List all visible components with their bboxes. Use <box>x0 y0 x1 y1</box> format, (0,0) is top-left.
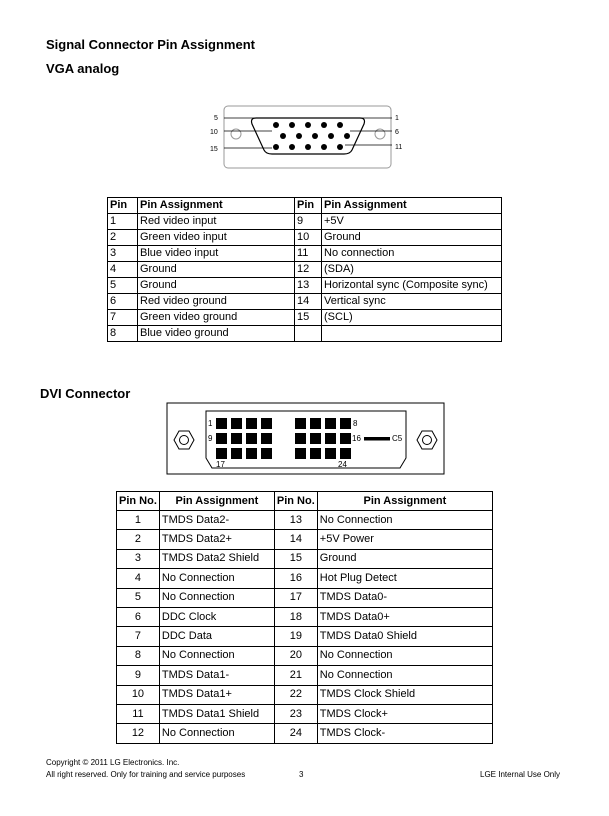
pin-assignment-cell: TMDS Data1 Shield <box>159 704 274 723</box>
header-pin: Pin <box>108 198 138 214</box>
header-pin: Pin <box>295 198 322 214</box>
pin-number-cell: 14 <box>274 530 317 549</box>
table-row <box>117 724 493 743</box>
pin-number-cell: 8 <box>117 646 160 665</box>
pin-assignment-cell: No Connection <box>159 724 274 743</box>
pin-number-cell: 6 <box>117 607 160 626</box>
table-row <box>108 214 502 230</box>
pin-assignment-cell: Red video ground <box>138 294 295 310</box>
table-row <box>117 549 493 568</box>
pin-number-cell: 5 <box>117 588 160 607</box>
table-row <box>108 246 502 262</box>
vga-heading: VGA analog <box>46 61 120 76</box>
table-row <box>108 326 502 342</box>
pin-assignment-cell: No Connection <box>159 588 274 607</box>
table-row <box>117 627 493 646</box>
pin-number-cell: 21 <box>274 666 317 685</box>
vga-label-11: 11 <box>395 144 403 151</box>
vga-connector-diagram <box>200 104 415 170</box>
pin-assignment-cell: No Connection <box>159 646 274 665</box>
table-row <box>117 588 493 607</box>
pin-assignment-cell: TMDS Data2- <box>159 511 274 530</box>
pin-number-cell: 24 <box>274 724 317 743</box>
header-pin-no: Pin No. <box>117 492 160 511</box>
pin-assignment-cell: Ground <box>317 549 492 568</box>
pin-assignment-cell: TMDS Clock+ <box>317 704 492 723</box>
table-row <box>117 607 493 626</box>
pin-assignment-cell: Ground <box>322 230 502 246</box>
pin-number-cell: 18 <box>274 607 317 626</box>
pin-number-cell: 11 <box>117 704 160 723</box>
table-row <box>117 569 493 588</box>
table-row <box>117 704 493 723</box>
pin-assignment-cell: (SDA) <box>322 262 502 278</box>
dvi-pin-table <box>116 491 493 744</box>
pin-number-cell: 1 <box>108 214 138 230</box>
pin-number-cell: 15 <box>295 310 322 326</box>
pin-assignment-cell: Ground <box>138 262 295 278</box>
header-pin-assignment: Pin Assignment <box>159 492 274 511</box>
pin-assignment-cell: No Connection <box>317 646 492 665</box>
pin-assignment-cell: TMDS Data2+ <box>159 530 274 549</box>
footer-internal: LGE Internal Use Only <box>480 770 561 779</box>
table-row <box>117 530 493 549</box>
pin-assignment-cell: +5V Power <box>317 530 492 549</box>
pin-assignment-cell: (SCL) <box>322 310 502 326</box>
dvi-heading: DVI Connector <box>40 386 131 401</box>
pin-number-cell: 6 <box>108 294 138 310</box>
pin-number-cell: 1 <box>117 511 160 530</box>
pin-assignment-cell: No Connection <box>317 666 492 685</box>
header-pin-no: Pin No. <box>274 492 317 511</box>
pin-number-cell: 13 <box>274 511 317 530</box>
table-row <box>117 685 493 704</box>
pin-assignment-cell: Hot Plug Detect <box>317 569 492 588</box>
vga-label-5: 5 <box>214 115 218 122</box>
table-row <box>108 294 502 310</box>
pin-number-cell: 12 <box>117 724 160 743</box>
pin-assignment-cell <box>322 326 502 342</box>
pin-assignment-cell: No Connection <box>159 569 274 588</box>
table-row <box>117 666 493 685</box>
vga-label-1: 1 <box>395 115 399 122</box>
vga-label-6: 6 <box>395 129 399 136</box>
pin-number-cell: 20 <box>274 646 317 665</box>
pin-number-cell: 9 <box>117 666 160 685</box>
pin-number-cell: 13 <box>295 278 322 294</box>
pin-assignment-cell: Blue video input <box>138 246 295 262</box>
pin-number-cell: 14 <box>295 294 322 310</box>
vga-label-15: 15 <box>210 146 218 153</box>
pin-number-cell: 22 <box>274 685 317 704</box>
pin-number-cell: 12 <box>295 262 322 278</box>
dvi-connector-diagram <box>166 402 446 476</box>
pin-number-cell: 17 <box>274 588 317 607</box>
pin-number-cell: 9 <box>295 214 322 230</box>
pin-assignment-cell: DDC Data <box>159 627 274 646</box>
pin-assignment-cell: TMDS Data1+ <box>159 685 274 704</box>
dvi-label-17: 17 <box>216 460 225 469</box>
pin-assignment-cell: Blue video ground <box>138 326 295 342</box>
section-title: Signal Connector Pin Assignment <box>46 37 255 52</box>
header-pin-assignment: Pin Assignment <box>322 198 502 214</box>
page-number: 3 <box>299 770 304 779</box>
pin-number-cell: 23 <box>274 704 317 723</box>
table-row <box>108 262 502 278</box>
pin-assignment-cell: Red video input <box>138 214 295 230</box>
table-row <box>117 646 493 665</box>
pin-assignment-cell: Ground <box>138 278 295 294</box>
pin-number-cell <box>295 326 322 342</box>
pin-number-cell: 16 <box>274 569 317 588</box>
dvi-label-1: 1 <box>208 419 213 428</box>
dvi-label-16: 16 <box>352 434 361 443</box>
pin-number-cell: 2 <box>117 530 160 549</box>
pin-number-cell: 19 <box>274 627 317 646</box>
pin-assignment-cell: No Connection <box>317 511 492 530</box>
pin-number-cell: 2 <box>108 230 138 246</box>
pin-assignment-cell: TMDS Data0 Shield <box>317 627 492 646</box>
table-row <box>117 511 493 530</box>
pin-number-cell: 7 <box>117 627 160 646</box>
pin-assignment-cell: TMDS Data0+ <box>317 607 492 626</box>
pin-assignment-cell: +5V <box>322 214 502 230</box>
pin-number-cell: 4 <box>108 262 138 278</box>
pin-number-cell: 11 <box>295 246 322 262</box>
pin-assignment-cell: DDC Clock <box>159 607 274 626</box>
dvi-label-9: 9 <box>208 434 213 443</box>
pin-assignment-cell: TMDS Clock Shield <box>317 685 492 704</box>
pin-assignment-cell: TMDS Data2 Shield <box>159 549 274 568</box>
dvi-label-24: 24 <box>338 460 347 469</box>
table-row <box>108 230 502 246</box>
pin-number-cell: 8 <box>108 326 138 342</box>
pin-number-cell: 4 <box>117 569 160 588</box>
pin-assignment-cell: TMDS Data0- <box>317 588 492 607</box>
pin-assignment-cell: Vertical sync <box>322 294 502 310</box>
pin-number-cell: 10 <box>295 230 322 246</box>
pin-number-cell: 3 <box>108 246 138 262</box>
footer-copyright: Copyright © 2011 LG Electronics. Inc. <box>46 758 180 767</box>
pin-number-cell: 5 <box>108 278 138 294</box>
header-pin-assignment: Pin Assignment <box>138 198 295 214</box>
pin-number-cell: 15 <box>274 549 317 568</box>
pin-assignment-cell: TMDS Clock- <box>317 724 492 743</box>
header-pin-assignment: Pin Assignment <box>317 492 492 511</box>
pin-assignment-cell: TMDS Data1- <box>159 666 274 685</box>
dvi-label-c5: C5 <box>392 434 403 443</box>
dvi-label-8: 8 <box>353 419 358 428</box>
table-row <box>108 278 502 294</box>
vga-pin-table <box>107 197 502 342</box>
pin-assignment-cell: Horizontal sync (Composite sync) <box>322 278 502 294</box>
pin-number-cell: 3 <box>117 549 160 568</box>
pin-assignment-cell: Green video ground <box>138 310 295 326</box>
pin-assignment-cell: No connection <box>322 246 502 262</box>
pin-number-cell: 7 <box>108 310 138 326</box>
footer-rights: All right reserved. Only for training and service purposes <box>46 770 246 779</box>
table-row <box>108 310 502 326</box>
vga-label-10: 10 <box>210 129 218 136</box>
pin-number-cell: 10 <box>117 685 160 704</box>
pin-assignment-cell: Green video input <box>138 230 295 246</box>
